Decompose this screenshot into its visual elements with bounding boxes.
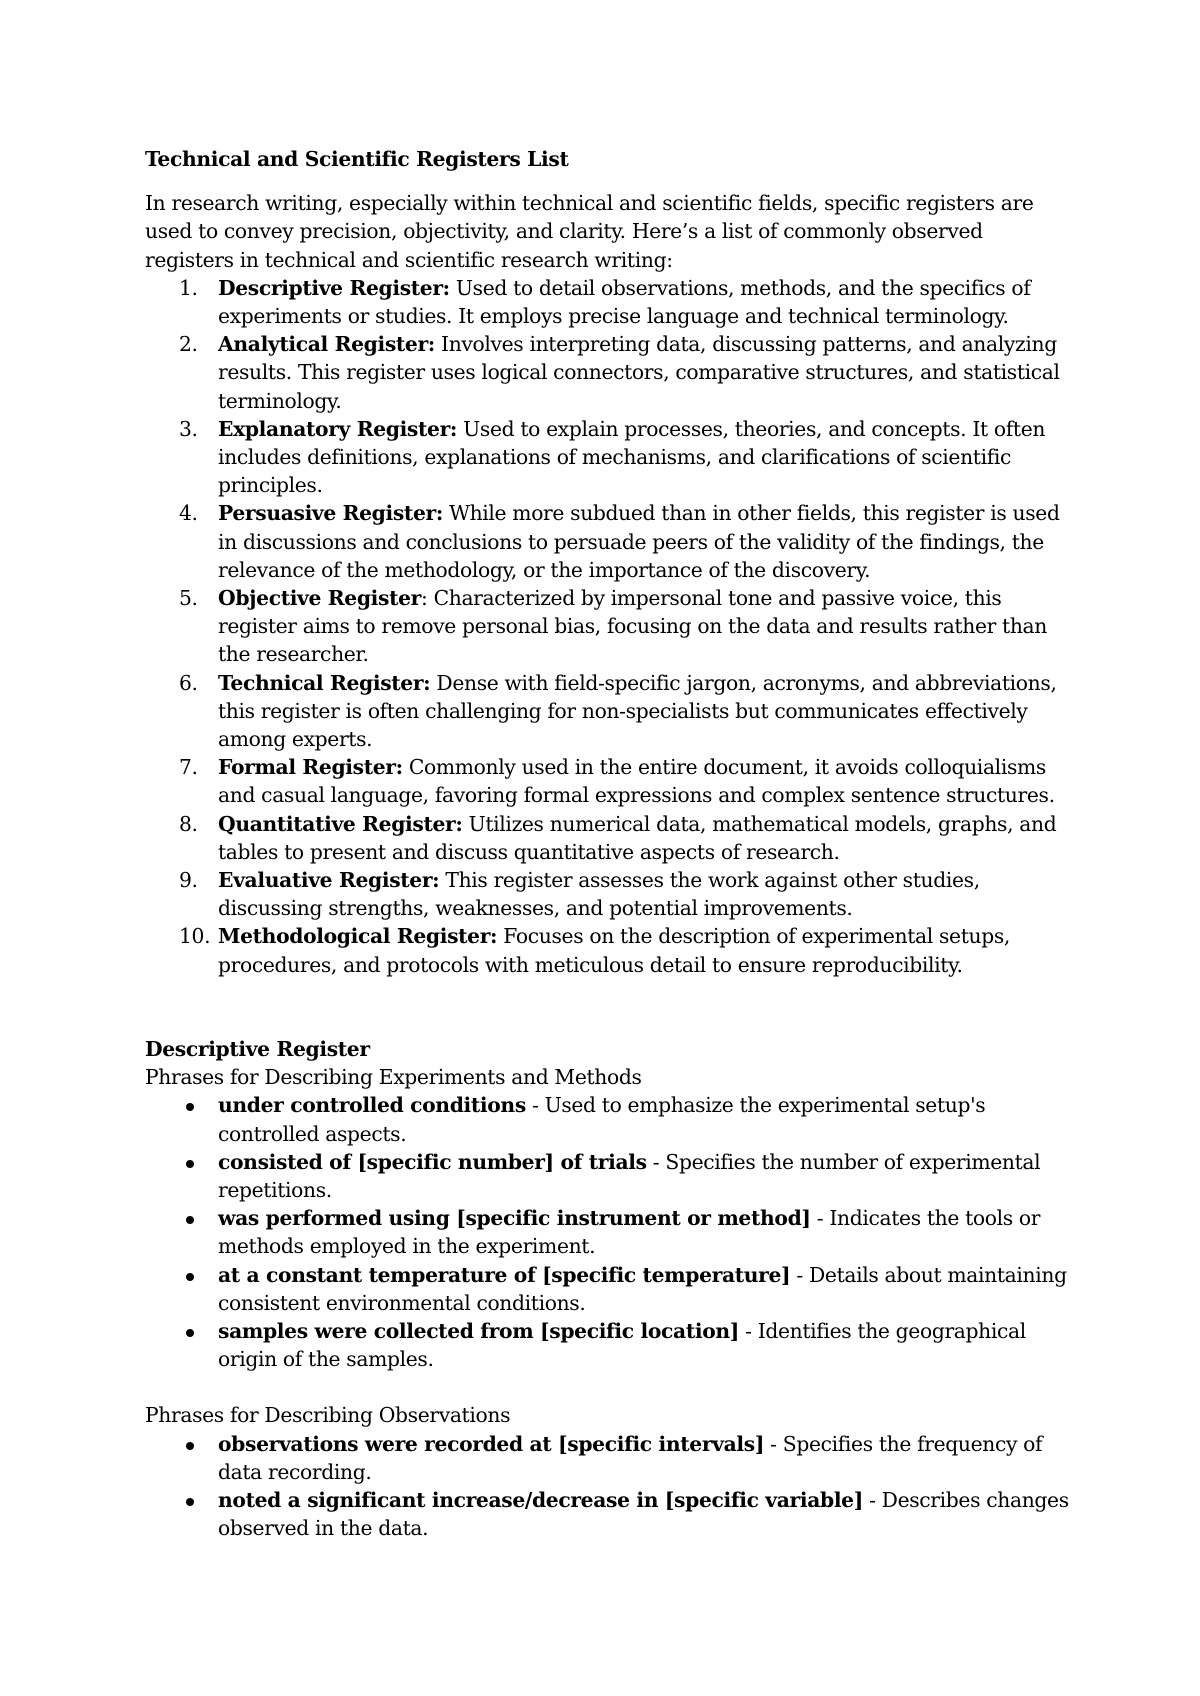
phrase-term: under controlled conditions <box>218 1093 526 1118</box>
bullet-icon <box>186 1216 194 1224</box>
register-description: Commonly used in the entire document, it avoids colloquialisms and casual language, favoring formal expressions and complex sentence structures. <box>218 755 1055 808</box>
register-description: Dense with field-specific jargon, acronyms, and abbreviations, this register is often challenging for non-specialists but communicates effectively among experts. <box>218 670 1057 752</box>
bullet-icon <box>186 1498 194 1506</box>
list-number: 9. <box>179 868 198 893</box>
list-item <box>145 330 1075 415</box>
list-item <box>145 1148 1075 1204</box>
document-title: Technical and Scientific Registers List <box>145 147 569 171</box>
phrase-term: at a constant temperature of [specific temperature] <box>218 1262 791 1287</box>
list-item <box>145 1091 1075 1147</box>
register-term: Methodological Register: <box>218 924 498 949</box>
list-item <box>145 1317 1075 1373</box>
register-term: Evaluative Register: <box>218 868 440 893</box>
phrase-description: - Used to emphasize the experimental setup's controlled aspects. <box>218 1093 986 1146</box>
subheading-observations: Phrases for Describing Observations <box>145 1403 511 1428</box>
register-term: Persuasive Register: <box>218 501 443 526</box>
register-term: Quantitative Register: <box>218 811 463 836</box>
bullet-icon <box>186 1273 194 1281</box>
bullet-icon <box>186 1103 194 1111</box>
register-description: Used to detail observations, methods, and the specifics of experiments or studies. It employs precise language and technical terminology. <box>218 275 1031 329</box>
list-item <box>145 1486 1075 1542</box>
list-number: 8. <box>179 811 198 836</box>
register-term: Formal Register: <box>218 755 403 780</box>
list-item <box>145 753 1075 809</box>
list-number: 4. <box>179 501 198 526</box>
list-number: 2. <box>179 332 198 357</box>
list-item <box>145 584 1075 669</box>
list-item <box>145 1204 1075 1260</box>
register-term: Technical Register: <box>218 670 431 695</box>
list-number: 7. <box>179 755 198 780</box>
register-description: Focuses on the description of experimental setups, procedures, and protocols with meticulous detail to ensure reproducibility. <box>218 924 1010 977</box>
list-number: 10. <box>179 924 211 949</box>
register-description: This register assesses the work against other studies, discussing strengths, weaknesses, and potential improvements. <box>218 868 980 921</box>
phrase-term: observations were recorded at [specific intervals] <box>218 1431 765 1456</box>
bullet-icon <box>186 1442 194 1450</box>
register-description: Utilizes numerical data, mathematical models, graphs, and tables to present and discuss quantitative aspects of research. <box>218 811 1057 864</box>
subheading-experiments: Phrases for Describing Experiments and Methods <box>145 1065 642 1090</box>
bullet-icon <box>186 1160 194 1168</box>
phrase-description: - Details about maintaining consistent environmental conditions. <box>218 1262 1067 1315</box>
register-description: Involves interpreting data, discussing patterns, and analyzing results. This register uses logical connectors, comparative structures, and statistical terminology. <box>218 332 1060 413</box>
phrase-description: - Specifies the frequency of data recording. <box>218 1431 1043 1484</box>
phrase-description: - Indicates the tools or methods employed in the experiment. <box>218 1206 1041 1259</box>
section-heading: Descriptive Register <box>145 1036 370 1061</box>
register-term: Descriptive Register: <box>218 275 450 300</box>
register-description: : Characterized by impersonal tone and passive voice, this register aims to remove personal bias, focusing on the data and results rather than the researcher. <box>218 586 1048 667</box>
list-item <box>145 1261 1075 1317</box>
list-item <box>145 810 1075 866</box>
list-item <box>145 922 1075 978</box>
list-item <box>145 1430 1075 1486</box>
phrase-term: was performed using [specific instrument or method] <box>218 1206 811 1231</box>
phrase-description: - Specifies the number of experimental repetitions. <box>218 1149 1041 1202</box>
register-description: Used to explain processes, theories, and concepts. It often includes definitions, explanations of mechanisms, and clarifications of scientific principles. <box>218 416 1046 498</box>
registers-list <box>145 274 1075 979</box>
list-item <box>145 415 1075 500</box>
list-number: 5. <box>179 586 198 611</box>
phrase-term: samples were collected from [specific location] <box>218 1318 740 1343</box>
document-page <box>145 145 1075 1542</box>
phrase-description: - Describes changes observed in the data. <box>218 1487 1069 1541</box>
phrase-term: noted a significant increase/decrease in [specific variable] <box>218 1487 863 1512</box>
register-description: While more subdued than in other fields, this register is used in discussions and conclusions to persuade peers of the validity of the findings, the relevance of the methodology, or the importance of the discovery. <box>218 501 1060 582</box>
register-term: Objective Register <box>218 586 421 611</box>
list-item <box>145 669 1075 754</box>
list-item <box>145 866 1075 922</box>
list-item <box>145 499 1075 584</box>
phrases-list-experiments <box>145 1091 1075 1373</box>
intro-paragraph: In research writing, especially within technical and scientific fields, specific registers are used to convey precision, objectivity, and clarity. Here’s a list of commonly observed registers in technical and scientific research writing: <box>145 191 1034 272</box>
phrase-term: consisted of [specific number] of trials <box>218 1149 647 1174</box>
phrase-description: - Identifies the geographical origin of the samples. <box>218 1318 1026 1372</box>
list-item <box>145 274 1075 330</box>
list-number: 3. <box>179 416 198 441</box>
list-number: 6. <box>179 670 198 695</box>
phrases-list-observations <box>145 1430 1075 1543</box>
list-number: 1. <box>179 275 198 300</box>
bullet-icon <box>186 1329 194 1337</box>
register-term: Analytical Register: <box>218 332 435 357</box>
register-term: Explanatory Register: <box>218 416 458 441</box>
